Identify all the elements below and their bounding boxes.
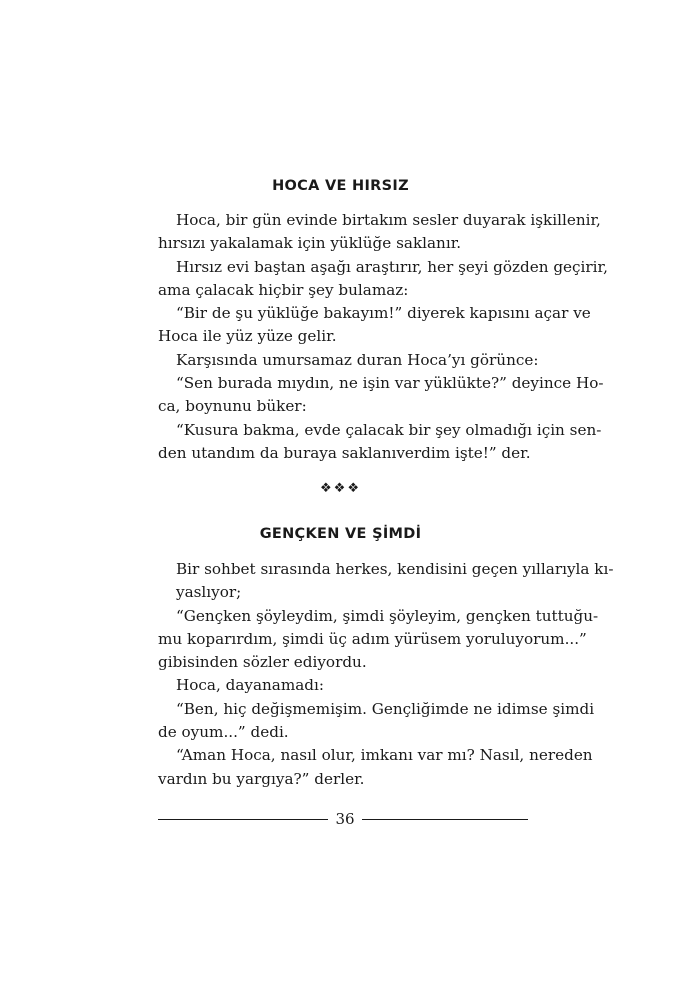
- story-title-gencken-ve-simdi: GENÇKEN VE ŞİMDİ: [259, 526, 422, 542]
- text-line: Bir sohbet sırasında herkes, kendisini geçen yıllarıyla kı-: [176, 560, 614, 578]
- text-line: gibisinden sözler ediyordu.: [158, 653, 367, 672]
- story-body-hoca-ve-hirsiz: [158, 209, 608, 465]
- footer-rule-left: [158, 819, 328, 820]
- text-line: ama çalacak hiçbir şey bulamaz:: [158, 280, 409, 299]
- text-line: “Kusura bakma, evde çalacak bir şey olmadığı için sen-: [176, 420, 602, 439]
- text-line: “Ben, hiç değişmemişim. Gençliğimde ne idimse şimdi: [176, 699, 595, 718]
- section-separator-ornament: ❖❖❖: [320, 481, 361, 496]
- story-body-gencken-ve-simdi: [158, 558, 614, 791]
- text-line: den utandım da buraya saklanıverdim işte!” der.: [158, 443, 531, 462]
- text-line: “Gençken şöyleydim, şimdi şöyleyim, gençken tuttuğu-: [176, 606, 599, 625]
- text-line: yaslıyor;: [176, 583, 242, 602]
- text-line: de oyum...” dedi.: [158, 723, 289, 742]
- story-title-hoca-ve-hirsiz: HOCA VE HIRSIZ: [272, 178, 409, 194]
- footer-rule-right: [362, 819, 528, 820]
- text-line: hırsızı yakalamak için yüklüğe saklanır.: [158, 234, 462, 253]
- text-line: “Bir de şu yüklüğe bakayım!” diyerek kapısını açar ve: [176, 304, 591, 323]
- text-line: Hoca, bir gün evinde birtakım sesler duyarak işkillenir,: [176, 211, 601, 229]
- text-line: ca, boynunu büker:: [158, 397, 307, 416]
- text-line: mu koparırdım, şimdi üç adım yürüsem yoruluyorum...”: [158, 629, 587, 648]
- text-line: “Aman Hoca, nasıl olur, imkanı var mı? Nasıl, nereden: [176, 746, 593, 765]
- text-line: Hoca, dayanamadı:: [176, 676, 325, 695]
- text-line: Karşısında umursamaz duran Hoca’yı görünce:: [176, 350, 539, 369]
- text-line: “Sen burada mıydın, ne işin var yüklükte?” deyince Ho-: [176, 374, 604, 393]
- text-line: Hoca ile yüz yüze gelir.: [158, 327, 337, 346]
- page-number: 36: [335, 810, 355, 828]
- text-line: vardın bu yargıya?” derler.: [158, 769, 365, 788]
- text-line: Hırsız evi baştan aşağı araştırır, her şeyi gözden geçirir,: [176, 257, 608, 276]
- page-footer: [158, 808, 528, 830]
